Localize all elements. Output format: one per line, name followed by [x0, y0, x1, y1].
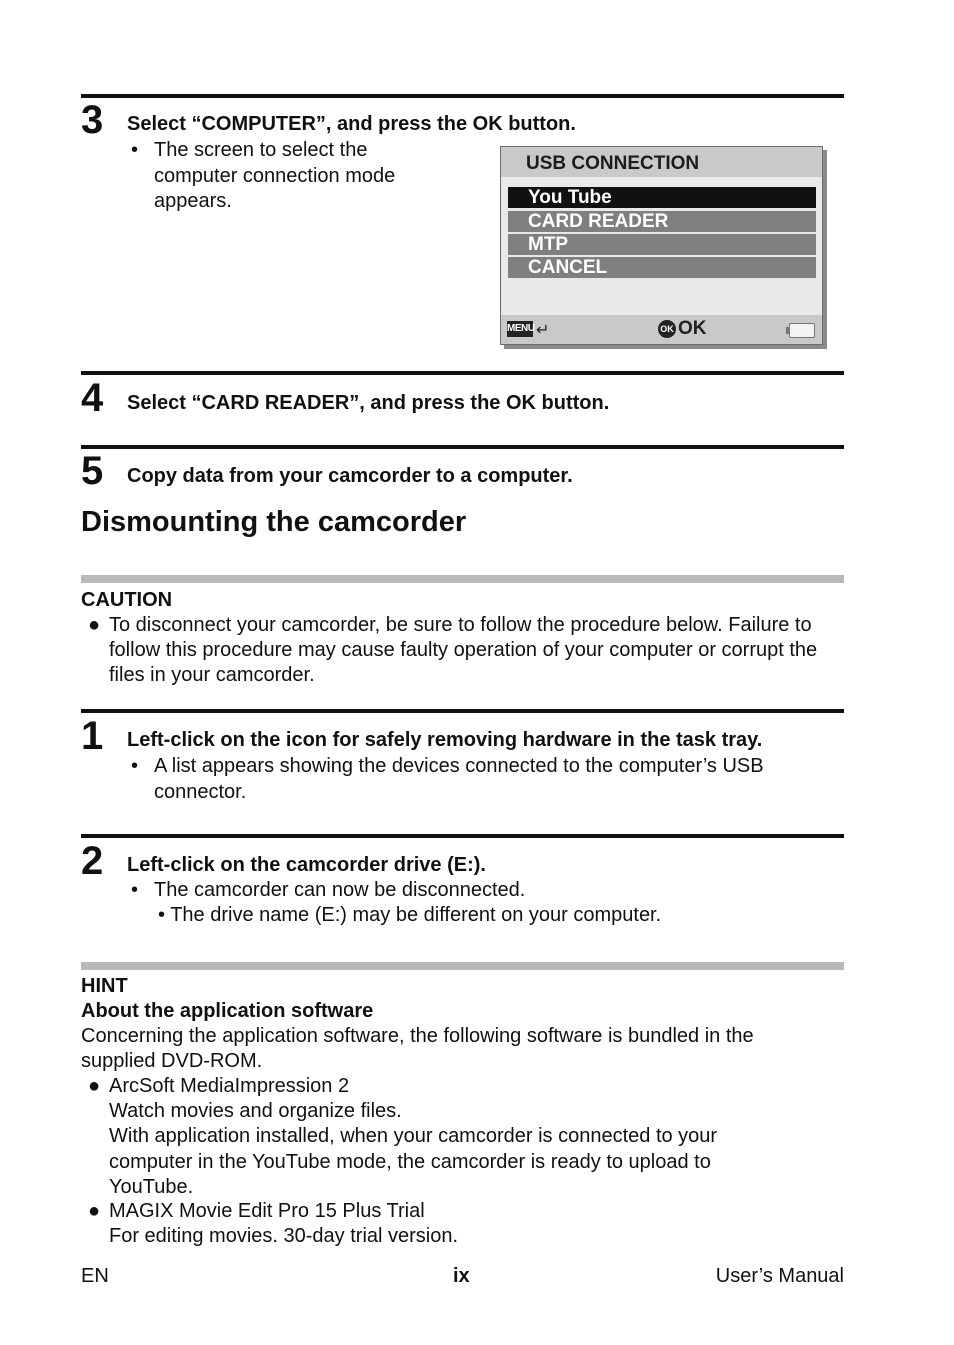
step-divider	[81, 709, 844, 713]
bullet-marker: •	[131, 879, 139, 901]
software-item	[109, 1074, 809, 1200]
step-number: 1	[81, 714, 103, 758]
footer-language: EN	[81, 1265, 109, 1287]
page-number: ix	[453, 1265, 470, 1287]
hint-label: HINT	[81, 975, 128, 997]
menu-item-cancel[interactable]: CANCEL	[508, 257, 816, 278]
software-desc: Watch movies and organize files.	[109, 1100, 402, 1123]
caution-label: CAUTION	[81, 589, 173, 611]
screen-title: USB CONNECTION	[526, 153, 700, 174]
menu-item-card-reader[interactable]: CARD READER	[508, 211, 816, 232]
step-divider	[81, 445, 844, 449]
footer-manual-title: User’s Manual	[715, 1265, 844, 1287]
bullet-marker: ●	[88, 614, 101, 636]
step-number: 2	[81, 839, 103, 883]
step-divider	[81, 834, 844, 838]
step-number: 5	[81, 449, 103, 493]
bullet-marker: ●	[88, 1075, 101, 1097]
step-bullet-text: The camcorder can now be disconnected.	[154, 879, 526, 901]
hint-subtitle: About the application software	[81, 1000, 374, 1022]
section-heading: Dismounting the camcorder	[81, 506, 467, 538]
software-name: ArcSoft MediaImpression 2	[109, 1075, 350, 1097]
camera-screen	[500, 146, 823, 345]
bullet-marker: •	[131, 755, 139, 777]
ok-button-icon: OK	[658, 320, 676, 338]
software-name: MAGIX Movie Edit Pro 15 Plus Trial	[109, 1200, 425, 1222]
step-divider	[81, 94, 844, 98]
screen-footer	[501, 315, 822, 344]
software-desc: For editing movies. 30-day trial version.	[109, 1225, 459, 1248]
step-title: Select “COMPUTER”, and press the OK button.	[127, 113, 576, 135]
hint-divider	[81, 962, 844, 970]
hint-intro: Concerning the application software, the following software is bundled in the supplied DVD-ROM.	[81, 1025, 754, 1073]
step-bullet-text: The screen to select the computer connection mode appears.	[154, 139, 396, 212]
step-title: Copy data from your camcorder to a computer.	[127, 465, 573, 487]
back-arrow-icon: ↵	[536, 322, 550, 339]
step-number: 4	[81, 376, 103, 420]
caution-text: To disconnect your camcorder, be sure to follow the procedure below. Failure to follow this procedure may cause faulty operation of your computer or corrupt the files in your camcorder.	[109, 614, 818, 687]
ok-label: OK	[678, 318, 707, 339]
step-sub-note: • The drive name (E:) may be different on your computer.	[158, 904, 662, 926]
caution-divider	[81, 575, 844, 583]
screen-header	[501, 147, 822, 177]
step-title: Left-click on the camcorder drive (E:).	[127, 854, 486, 876]
step-title: Select “CARD READER”, and press the OK button.	[127, 392, 610, 414]
step-divider	[81, 371, 844, 375]
step-bullet-text: A list appears showing the devices connected to the computer’s USB connector.	[154, 755, 764, 803]
menu-item-mtp[interactable]: MTP	[508, 234, 816, 255]
software-desc: With application installed, when your camcorder is connected to your computer in the YouTube mode, the camcorder is ready to upload to YouTube.	[109, 1125, 718, 1198]
bullet-marker: ●	[88, 1200, 101, 1222]
software-item	[109, 1199, 809, 1249]
step-title: Left-click on the icon for safely removing hardware in the task tray.	[127, 729, 763, 751]
step-number: 3	[81, 98, 103, 142]
bullet-marker: •	[131, 139, 139, 161]
menu-icon: MENU	[507, 321, 533, 337]
menu-item-youtube[interactable]: You Tube	[508, 187, 816, 208]
battery-icon	[789, 323, 815, 338]
